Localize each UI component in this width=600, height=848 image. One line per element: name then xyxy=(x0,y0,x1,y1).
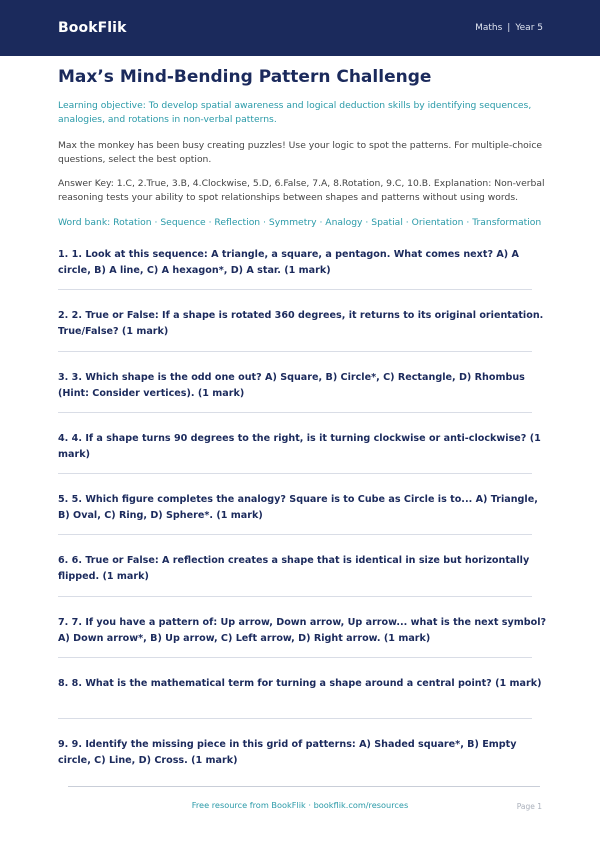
answer-line xyxy=(58,657,532,658)
answer-line xyxy=(58,718,532,719)
answer-line xyxy=(58,596,532,597)
answer-line xyxy=(58,412,532,413)
question-text: 2. 2. True or False: If a shape is rotated 360 degrees, it returns to its original orientation. True/False? (1 mark) xyxy=(58,310,544,338)
intro-text: Max the monkey has been busy creating puzzles! Use your logic to spot the patterns. For multiple-choice questions, select the best option. xyxy=(58,140,543,165)
page-number: Page 1 xyxy=(516,802,542,811)
question-item xyxy=(58,676,548,737)
header-bar xyxy=(0,0,600,56)
question-text: 4. 4. If a shape turns 90 degrees to the right, is it turning clockwise or anti-clockwise? (1 mark) xyxy=(58,432,541,460)
footer-divider xyxy=(68,786,540,787)
question-item xyxy=(58,308,548,369)
brand-logo[interactable]: BookFlik xyxy=(58,20,127,36)
word-bank: Word bank: Rotation · Sequence · Reflection · Symmetry · Analogy · Spatial · Orientation · Transformation xyxy=(58,217,542,228)
question-item xyxy=(58,615,548,676)
question-item xyxy=(58,247,548,308)
footer-link[interactable]: Free resource from BookFlik · bookflik.com/resources xyxy=(191,800,409,810)
question-item xyxy=(58,737,548,798)
year-label: Year 5 xyxy=(515,23,543,33)
question-item xyxy=(58,492,548,553)
question-item xyxy=(58,431,548,492)
question-list xyxy=(58,247,548,799)
learning-objective: Learning objective: To develop spatial awareness and logical deduction skills by identifying sequences, analogies, and rotations in non-verbal patterns. xyxy=(58,100,532,125)
worksheet-body xyxy=(58,66,548,799)
question-text: 5. 5. Which figure completes the analogy? Square is to Cube as Circle is to... A) Triangle, B) Oval, C) Ring, D) Sphere*. (1 mark) xyxy=(58,494,538,522)
question-text: 6. 6. True or False: A reflection creates a shape that is identical in size but horizontally flipped. (1 mark) xyxy=(58,555,530,583)
answer-line xyxy=(58,351,532,352)
answer-key: Answer Key: 1.C, 2.True, 3.B, 4.Clockwise, 5.D, 6.False, 7.A, 8.Rotation, 9.C, 10.B. Explanation: Non-verbal reasoning tests your ability to spot relationships between shapes and patterns without using words. xyxy=(58,178,545,203)
question-text: 1. 1. Look at this sequence: A triangle, a square, a pentagon. What comes next? A) A circle, B) A line, C) A hexagon*, D) A star. (1 mark) xyxy=(58,249,519,276)
subject-year-label xyxy=(475,23,543,33)
page-title: Max’s Mind-Bending Pattern Challenge xyxy=(58,67,432,87)
question-item xyxy=(58,370,548,431)
subject-label: Maths xyxy=(475,23,503,33)
answer-line xyxy=(58,473,532,474)
separator: | xyxy=(507,23,511,33)
question-text: 8. 8. What is the mathematical term for turning a shape around a central point? (1 mark) xyxy=(58,678,542,690)
answer-line xyxy=(58,289,532,290)
question-item xyxy=(58,553,548,614)
answer-line xyxy=(58,534,532,535)
question-text: 7. 7. If you have a pattern of: Up arrow, Down arrow, Up arrow... what is the next symbol? A) Down arrow*, B) Up arrow, C) Left arrow, D) Right arrow. (1 mark) xyxy=(58,616,547,644)
question-text: 9. 9. Identify the missing piece in this grid of patterns: A) Shaded square*, B) Empty circle, C) Line, D) Cross. (1 mark) xyxy=(58,739,517,767)
question-text: 3. 3. Which shape is the odd one out? A) Square, B) Circle*, C) Rectangle, D) Rhombus (Hint: Consider vertices). (1 mark) xyxy=(58,371,525,399)
